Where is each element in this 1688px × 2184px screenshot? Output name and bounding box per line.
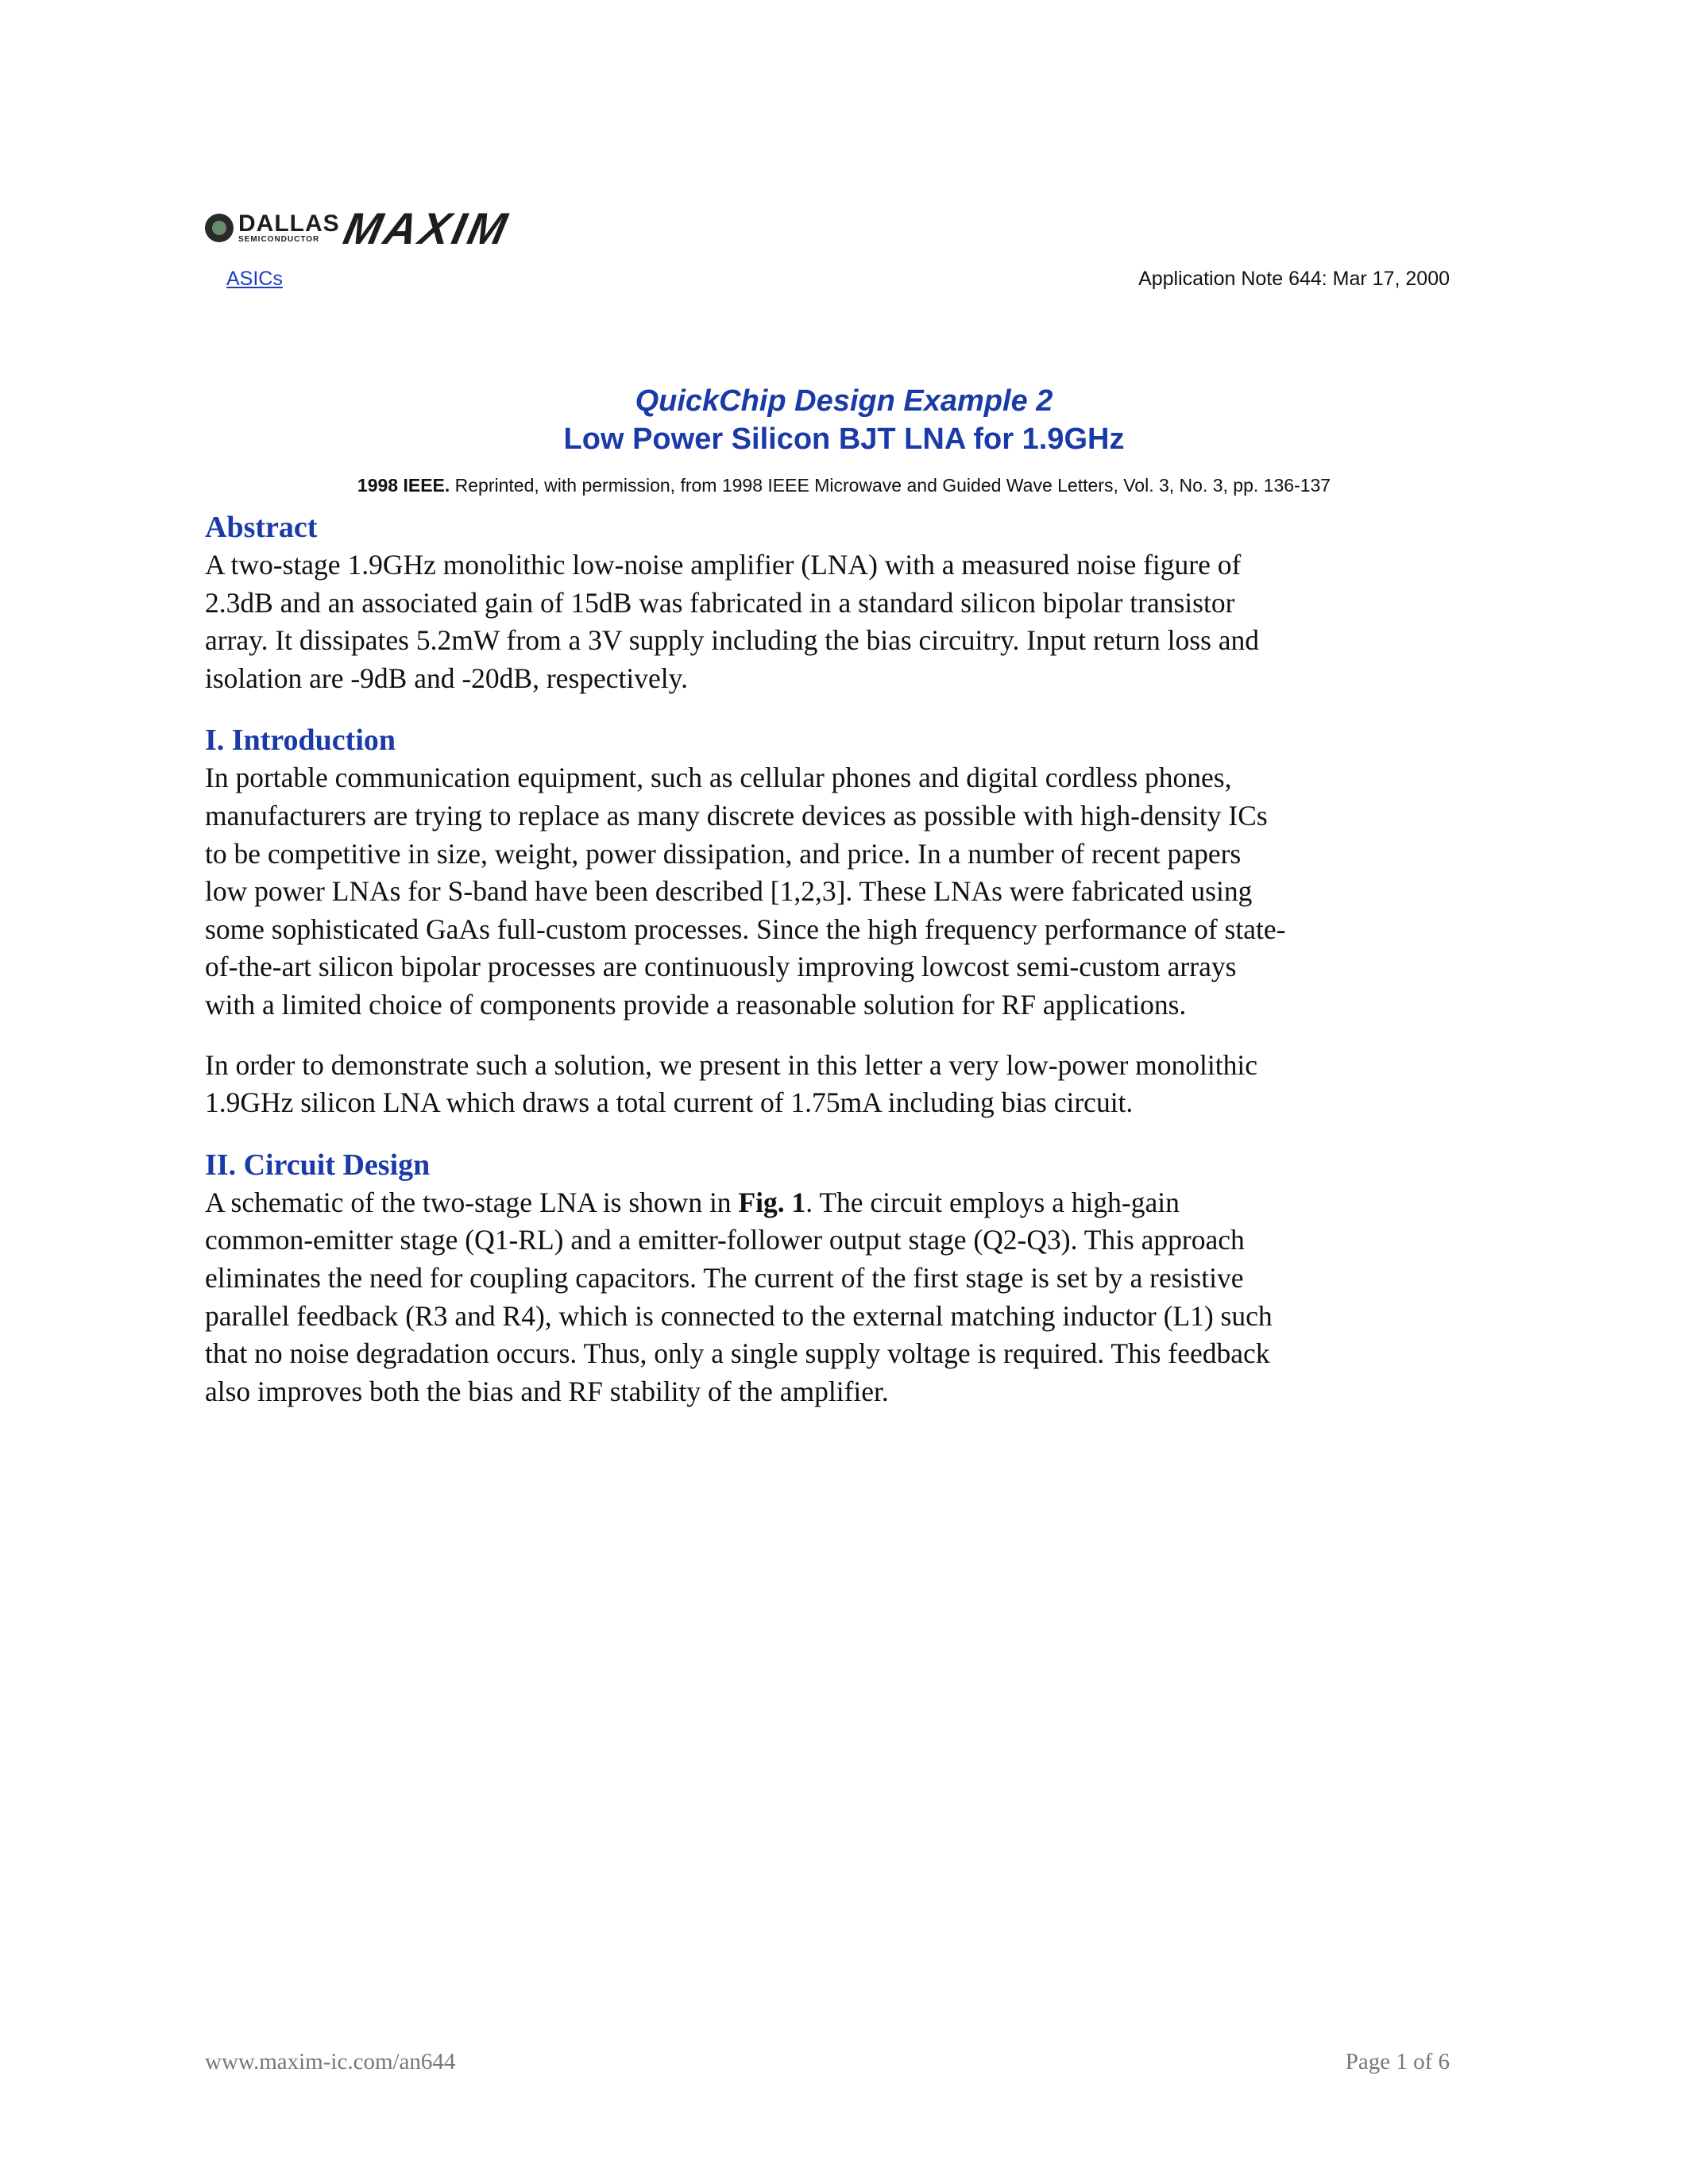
intro-line: low power LNAs for S-band have been described [1,2,3]. These LNAs were fabricated using	[205, 875, 1253, 908]
reprint-bold: 1998 IEEE.	[357, 475, 450, 496]
abstract-line: isolation are -9dB and -20dB, respectively.	[205, 662, 688, 694]
abstract-line: 2.3dB and an associated gain of 15dB was fabricated in a standard silicon bipolar transistor	[205, 586, 1235, 619]
circuit-line: also improves both the bias and RF stability of the amplifier.	[205, 1375, 889, 1407]
circuit-line: parallel feedback (R3 and R4), which is connected to the external matching inductor (L1) such	[205, 1299, 1273, 1332]
intro-line: In order to demonstrate such a solution, we present in this letter a very low-power monolithic	[205, 1048, 1257, 1081]
logo-semiconductor-word: SEMICONDUCTOR	[238, 235, 320, 244]
doc-title-line1: QuickChip Design Example 2	[635, 384, 1053, 418]
fig-1-reference: Fig. 1	[738, 1186, 806, 1218]
circuit-design-paragraph	[205, 1184, 1476, 1411]
intro-line: with a limited choice of components provide a reasonable solution for RF applications.	[205, 988, 1187, 1021]
intro-line: 1.9GHz silicon LNA which draws a total current of 1.75mA including bias circuit.	[205, 1086, 1134, 1119]
maxim-logo: MAXIM	[338, 203, 515, 253]
intro-line: of-the-art silicon bipolar processes are continuously improving lowcost semi-custom arrays	[205, 951, 1237, 983]
intro-line: In portable communication equipment, such as cellular phones and digital cordless phones,	[205, 762, 1232, 794]
app-note-label: Application Note 644: Mar 17, 2000	[1138, 268, 1450, 290]
introduction-heading: I. Introduction	[205, 723, 396, 758]
reprint-rest: Reprinted, with permission, from 1998 IEEE Microwave and Guided Wave Letters, Vol. 3, No. 3, pp. 136-137	[450, 475, 1331, 496]
logo-dallas-word: DALLAS	[238, 210, 340, 237]
circuit-line: that no noise degradation occurs. Thus, only a single supply voltage is required. This feedback	[205, 1337, 1270, 1370]
dallas-logo	[205, 212, 340, 244]
introduction-paragraph-2	[205, 1047, 1476, 1122]
footer-url: www.maxim-ic.com/an644	[205, 2049, 456, 2074]
category-link-asics[interactable]: ASICs	[226, 268, 283, 290]
doc-title-line2: Low Power Silicon BJT LNA for 1.9GHz	[563, 423, 1125, 456]
intro-line: some sophisticated GaAs full-custom processes. Since the high frequency performance of state-	[205, 913, 1286, 945]
circuit-line-start: A schematic of the two-stage LNA is shown in	[205, 1186, 739, 1218]
abstract-heading: Abstract	[205, 511, 318, 544]
intro-line: manufacturers are trying to replace as many discrete devices as possible with high-density ICs	[205, 799, 1268, 832]
circuit-line-end: . The circuit employs a high-gain	[805, 1186, 1180, 1218]
introduction-paragraph-1	[205, 759, 1476, 1024]
circuit-line: eliminates the need for coupling capacitors. The current of the first stage is set by a resistive	[205, 1261, 1244, 1294]
reprint-notice	[0, 475, 1688, 496]
dallas-disc-icon	[205, 214, 234, 242]
intro-line: to be competitive in size, weight, power dissipation, and price. In a number of recent papers	[205, 837, 1242, 870]
article-body	[205, 508, 1476, 1410]
circuit-design-heading: II. Circuit Design	[205, 1148, 431, 1182]
abstract-line: array. It dissipates 5.2mW from a 3V supply including the bias circuitry. Input return loss and	[205, 624, 1260, 657]
abstract-paragraph	[205, 546, 1476, 697]
circuit-line: common-emitter stage (Q1-RL) and a emitter-follower output stage (Q2-Q3). This approach	[205, 1224, 1245, 1256]
page-number: Page 1 of 6	[1345, 2049, 1450, 2074]
dallas-maxim-logo	[205, 203, 515, 253]
abstract-line: A two-stage 1.9GHz monolithic low-noise amplifier (LNA) with a measured noise figure of	[205, 549, 1242, 581]
